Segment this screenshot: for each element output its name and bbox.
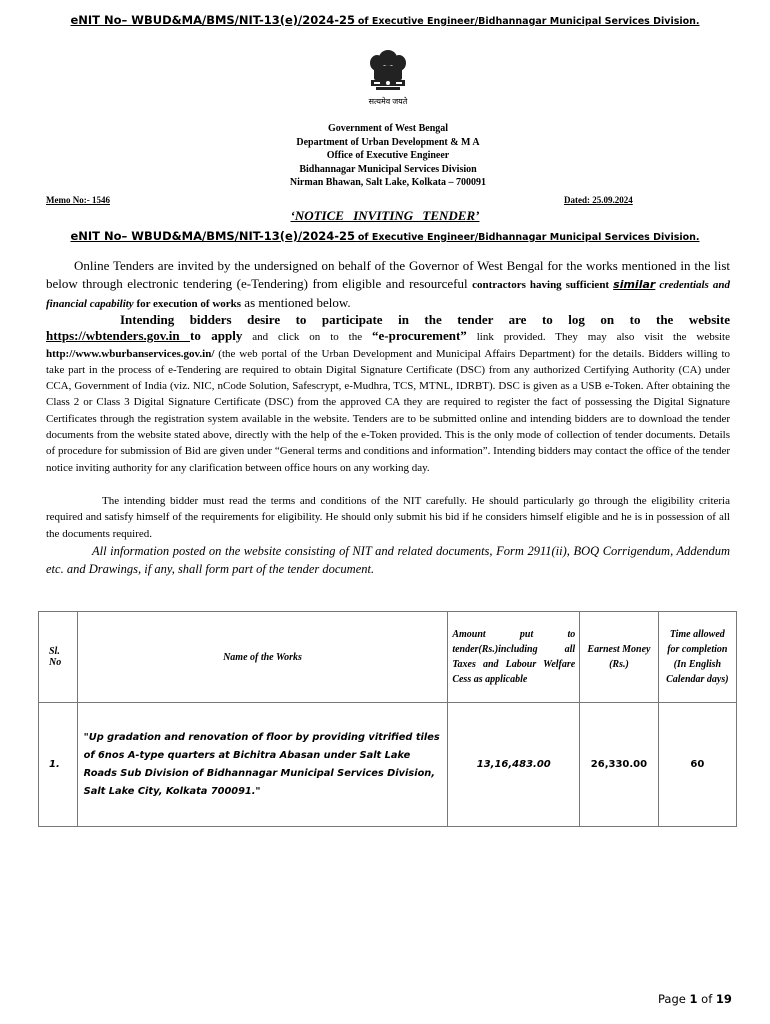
office-line-1: Government of West Bengal xyxy=(327,123,449,134)
office-line-2: Department of Urban Development & M A xyxy=(296,136,480,148)
header-ref-office: of Executive Engineer/Bidhannagar Municipal Services Division. xyxy=(357,16,700,27)
para2-text-1: and click on to the xyxy=(242,331,372,344)
para2-text-2: link provided. They may also visit the website xyxy=(466,331,730,344)
para1-bold-italic: credentials and financial capability xyxy=(46,279,730,310)
emblem-motto: सत्यमेव जयते xyxy=(368,97,408,106)
para2-apply: to apply xyxy=(190,328,243,344)
header-reference xyxy=(0,13,770,27)
notice-title-text: ‘NOTICE INVITING TENDER’ xyxy=(290,208,480,223)
header-time-allowed: Time allowed for completion (In English Calendar days) xyxy=(658,612,736,703)
para1-bold-2: for execution of works xyxy=(133,298,242,310)
header-ref-code: eNIT No– WBUD&MA/BMS/NIT-13(e)/2024-25 xyxy=(70,13,356,27)
paragraph-documents: All information posted on the website consisting of NIT and related documents, Form 2911(ii), BOQ Corrigendum, Addendum etc. and Drawings, if any, shall form part of the tender document. xyxy=(46,544,730,576)
table-header-row xyxy=(39,612,737,703)
wbtenders-link[interactable]: https://wbtenders.gov.in xyxy=(46,328,191,344)
office-line-5: Nirman Bhawan, Salt Lake, Kolkata – 700091 xyxy=(289,177,487,189)
memo-date: Dated: 25.09.2024 xyxy=(564,195,633,205)
para2-lead: Intending bidders desire to participate in the tender are to log on to the website xyxy=(120,312,730,327)
office-block xyxy=(180,122,596,190)
footer-page-num: 1 xyxy=(689,992,698,1006)
para1-similar: similar xyxy=(613,278,656,291)
header-sl-no: Sl. No xyxy=(39,612,78,703)
para1-text-2: as mentioned below. xyxy=(241,295,351,310)
footer-of-word: of xyxy=(697,992,716,1006)
sub-reference xyxy=(0,229,770,243)
header-earnest-money: Earnest Money (Rs.) xyxy=(580,612,658,703)
office-line-3: Office of Executive Engineer xyxy=(326,150,450,162)
paragraph-eligibility: The intending bidder must read the terms and conditions of the NIT carefully. He should particularly go through the eligibility criteria required and satisfy himself of the requirements for eligibility. He should only submit his bid if he considers himself eligible and he is in possession of all the documents required. xyxy=(46,495,730,540)
sub-ref-office: of Executive Engineer/Bidhannagar Municipal Services Division. xyxy=(357,232,700,243)
sub-ref-code: eNIT No– WBUD&MA/BMS/NIT-13(e)/2024-25 xyxy=(70,229,356,243)
memo-number: Memo No:- 1546 xyxy=(46,195,110,205)
table-row xyxy=(39,703,737,827)
footer-total: 19 xyxy=(715,992,732,1006)
cell-amount: 13,16,483.00 xyxy=(448,703,580,827)
cell-earnest-money: 26,330.00 xyxy=(580,703,658,827)
works-table xyxy=(38,611,737,827)
cell-sl-no: 1. xyxy=(39,703,78,827)
header-amount: Amount put to tender(Rs.)including all Taxes and Labour Welfare Cess as applicable xyxy=(448,612,580,703)
para1-bold-1: contractors having sufficient xyxy=(472,279,614,291)
wburbanservices-link[interactable]: http://www.wburbanservices.gov.in/ xyxy=(46,347,215,360)
notice-title xyxy=(0,208,770,224)
header-name-of-works: Name of the Works xyxy=(77,612,448,703)
cell-time-allowed: 60 xyxy=(658,703,736,827)
paragraph-invitation xyxy=(46,257,730,313)
para2-text-3: (the web portal of the Urban Development and Municipal Affairs Department) for the details. Bidders willing to take part in the process of e-Tendering are required to obtain Digital Signature Certificate (DSC) from any authorized Certifying Authority (CA) under CCA, Government of India (viz. NIC, nCode Solution, Safescrypt, e-Mudhra, TCS, MTNL, IDRBT). DSC is given as a USB e-Token. After obtaining the Class 2 or Class 3 Digital Signature Certificate (DSC) from the approved CA they are required to register the fact of possessing the Digital Signature Certificates through the registration system available in the website. Tenders are to be submitted online and intending bidders are to download the tender documents from the website stated above, directly with the help of the e-Token provided. This is the only mode of collection of tender documents. Details of procedure for submission of Bid are given under “General terms and conditions and information”. Intending bidders may contact the office of the tender notice inviting authority for any clarification between office hours on any working day. xyxy=(46,347,730,474)
paragraph-procedure xyxy=(46,312,730,476)
cell-name-of-work: "Up gradation and renovation of floor by providing vitrified tiles of 6nos A-type quarters at Bichitra Abasan under Salt Lake Roads Sub Division of Bidhannagar Municipal Services Division, Salt Lake City, Kolkata 700091." xyxy=(77,703,448,827)
para1-text-1: Online Tenders are invited by the undersigned on behalf of the Governor of West Bengal for the works mentioned in the list below through electronic tendering (e-Tendering) from eligible and resourceful xyxy=(46,258,730,291)
page-number xyxy=(658,992,732,1006)
footer-page-word: Page xyxy=(658,992,690,1006)
office-line-4: Bidhannagar Municipal Services Division xyxy=(299,163,477,175)
para2-eprocurement: “e-procurement” xyxy=(371,328,467,344)
